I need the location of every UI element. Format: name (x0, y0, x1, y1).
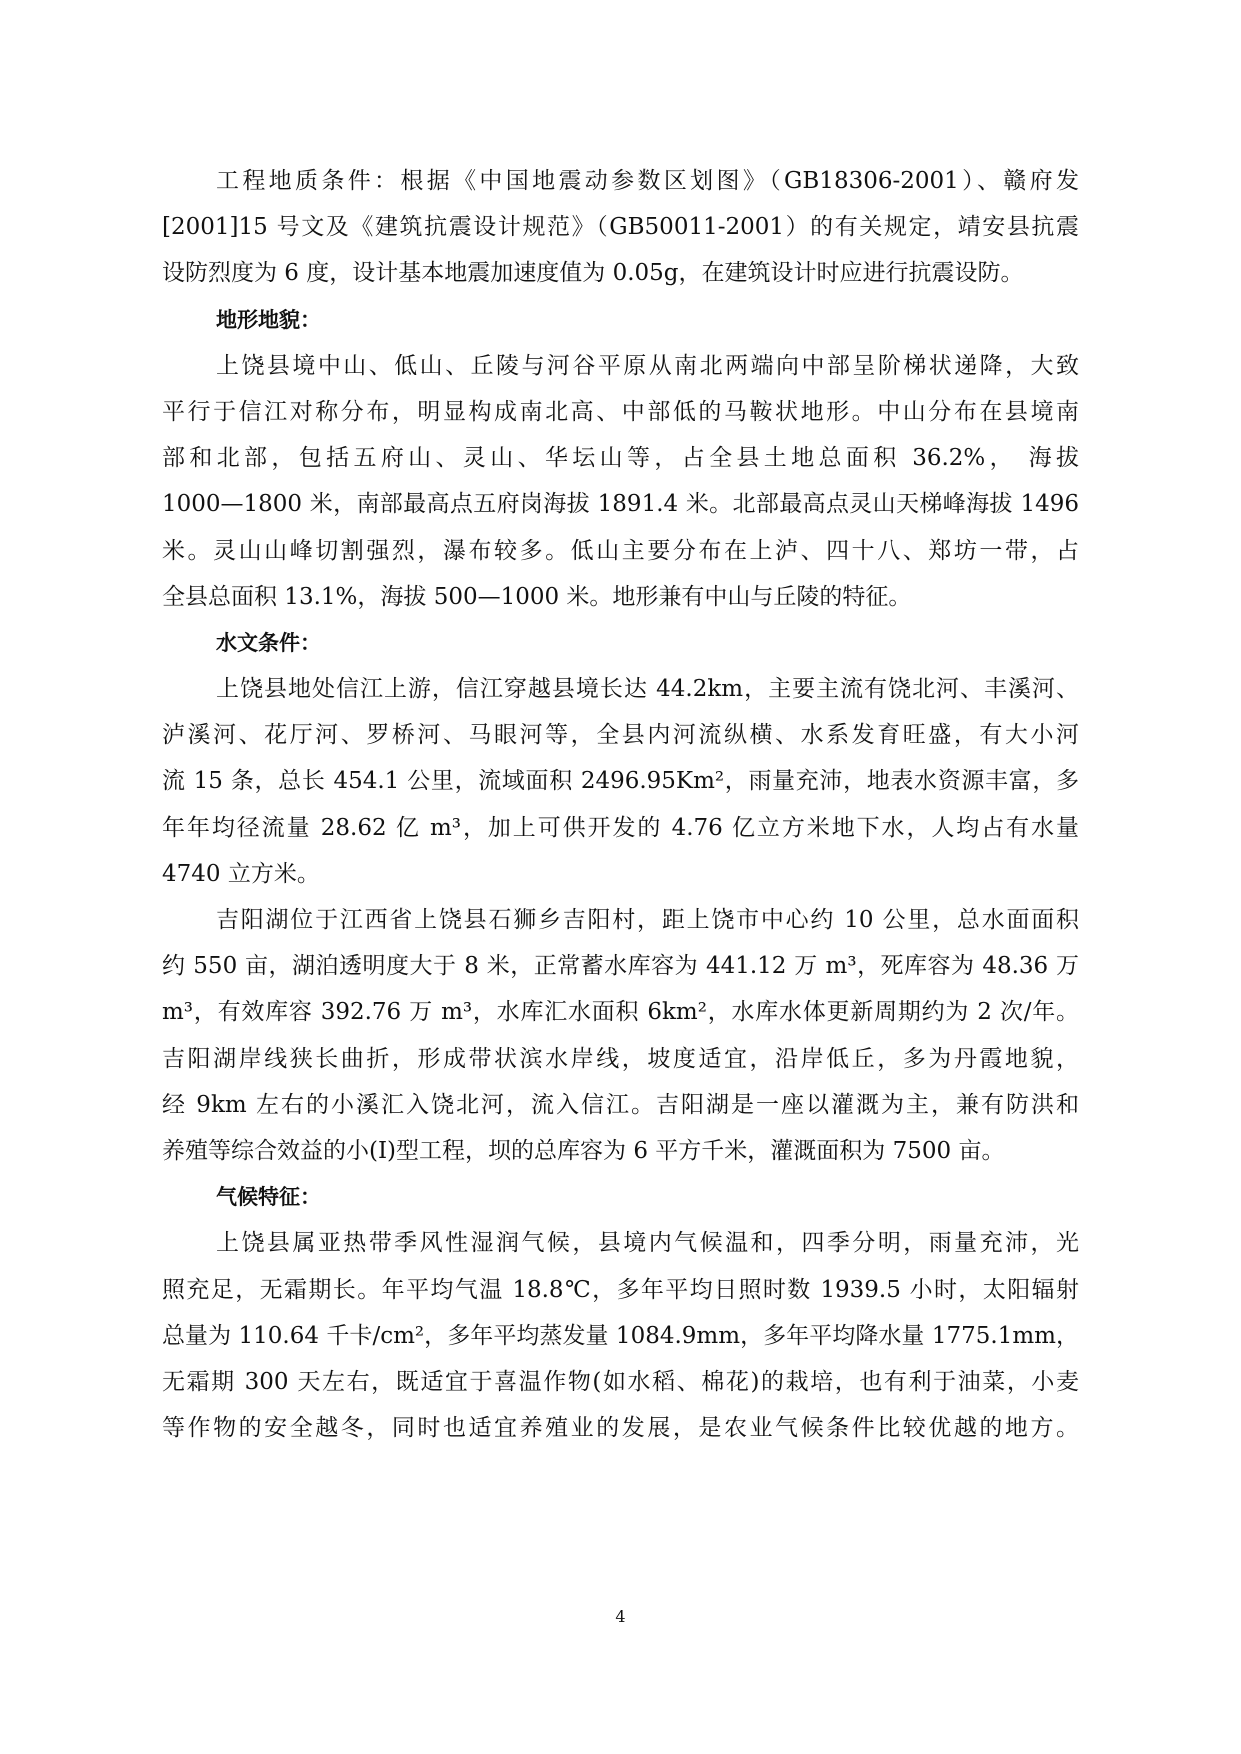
text-line: 泸溪河、花厅河、罗桥河、马眼河等，全县内河流纵横、水系发育旺盛，有大小河 (162, 722, 1079, 749)
text-line: 无霜期 300 天左右，既适宜于喜温作物(如水稻、棉花)的栽培，也有利于油菜，小麦 (162, 1368, 1079, 1395)
text-line: 工程地质条件：根据《中国地震动参数区划图》（GB18306-2001）、赣府发 (216, 168, 1079, 194)
text-line: 上饶县地处信江上游，信江穿越县境长达 44.2km，主要主流有饶北河、丰溪河、 (216, 676, 1079, 703)
text-line: 年年均径流量 28.62 亿 m³，加上可供开发的 4.76 亿立方米地下水，人均占有水量 (162, 814, 1079, 841)
text-line: 上饶县境中山、低山、丘陵与河谷平原从南北两端向中部呈阶梯状递降，大致 (216, 352, 1079, 379)
text-line: 约 550 亩，湖泊透明度大于 8 米，正常蓄水库容为 441.12 万 m³，死库容为 48.36 万 (162, 953, 1079, 980)
text-line: 米。灵山山峰切割强烈，瀑布较多。低山主要分布在上泸、四十八、郑坊一带，占 (162, 537, 1079, 564)
hydrology-heading: 水文条件： (216, 630, 321, 655)
document-body (162, 158, 1079, 1451)
hydrology-paragraph (162, 666, 1079, 897)
text-line: 平行于信江对称分布，明显构成南北高、中部低的马鞍状地形。中山分布在县境南 (162, 398, 1079, 425)
text-line: 上饶县属亚热带季风性湿润气候，县境内气候温和，四季分明，雨量充沛，光 (216, 1230, 1079, 1257)
geology-paragraph (162, 158, 1079, 297)
text-line: 部和北部，包括五府山、灵山、华坛山等，占全县土地总面积 36.2%， 海拔 (162, 445, 1079, 472)
text-line: [2001]15 号文及《建筑抗震设计规范》（GB50011-2001）的有关规定，靖安县抗震 (162, 214, 1079, 241)
lake-paragraph (162, 897, 1079, 1174)
text-line: 照充足，无霜期长。年平均气温 18.8℃，多年平均日照时数 1939.5 小时，太阳辐射 (162, 1276, 1079, 1303)
text-line: 全县总面积 13.1%，海拔 500—1000 米。地形兼有中山与丘陵的特征。 (162, 583, 912, 610)
text-line: 经 9km 左右的小溪汇入饶北河，流入信江。吉阳湖是一座以灌溉为主，兼有防洪和 (162, 1091, 1079, 1118)
text-line: 吉阳湖岸线狭长曲折，形成带状滨水岸线，坡度适宜，沿岸低丘，多为丹霞地貌， (162, 1045, 1079, 1072)
text-line: m³，有效库容 392.76 万 m³，水库汇水面积 6km²，水库水体更新周期约为 2 次/年。 (162, 999, 1079, 1026)
text-line: 等作物的安全越冬，同时也适宜养殖业的发展，是农业气候条件比较优越的地方。 (162, 1415, 1079, 1442)
text-line: 设防烈度为 6 度，设计基本地震加速度值为 0.05g，在建筑设计时应进行抗震设防。 (162, 260, 1024, 287)
text-line: 总量为 110.64 千卡/cm²，多年平均蒸发量 1084.9mm，多年平均降水量 1775.1mm， (162, 1322, 1079, 1349)
climate-heading: 气候特征： (216, 1185, 321, 1210)
text-line: 4740 立方米。 (162, 860, 320, 887)
text-line: 养殖等综合效益的小(Ⅰ)型工程，坝的总库容为 6 平方千米，灌溉面积为 7500 亩。 (162, 1137, 1005, 1164)
page-number: 4 (615, 1607, 626, 1626)
climate-paragraph (162, 1220, 1079, 1451)
text-line: 吉阳湖位于江西省上饶县石狮乡吉阳村，距上饶市中心约 10 公里，总水面面积 (216, 907, 1079, 933)
text-line: 流 15 条，总长 454.1 公里，流域面积 2496.95Km²，雨量充沛，地表水资源丰富，多 (162, 768, 1079, 795)
terrain-heading: 地形地貌： (216, 307, 321, 332)
terrain-paragraph (162, 343, 1079, 620)
text-line: 1000—1800 米，南部最高点五府岗海拔 1891.4 米。北部最高点灵山天梯峰海拔 1496 (162, 491, 1079, 518)
